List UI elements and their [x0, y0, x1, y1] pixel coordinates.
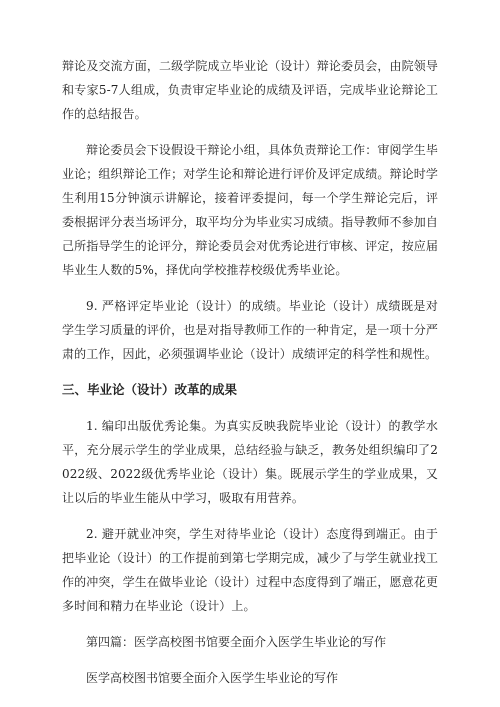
paragraph-excellent-collection: 1. 编印出版优秀论集。为真实反映我院毕业论（设计）的教学水平，充分展示学生的学业成果，总结经验与缺乏，教务处组织编印了2022级、2022级优秀毕业论（设计）集。既展示学生的学业成果，又让以后的毕业生能从中学习，吸取有用营养。 — [62, 419, 438, 505]
paragraph-grading: 9. 严格评定毕业论（设计）的成绩。毕业论（设计）成绩既是对学生学习质量的评价，也是对指导教师工作的一种肯定，是一项十分严肃的工作，因此，必须强调毕业论（设计）成绩评定的科学性和规性。 — [62, 299, 438, 361]
chapter-title-line: 第四篇：医学高校图书馆要全面介入医学生毕业论的写作 — [86, 635, 387, 649]
section-heading-reform-results: 三、毕业论（设计）改革的成果 — [62, 382, 238, 397]
paragraph-defense-committee: 辩论及交流方面，二级学院成立毕业论（设计）辩论委员会，由院领导和专家5-7人组成，负责审定毕业论的成绩及评语，完成毕业论辩论工作的总结报告。 — [62, 59, 438, 121]
paragraph-defense-groups: 辩论委员会下设假设干辩论小组，具体负责辩论工作：审阅学生毕业论；组织辩论工作；对学生论和辩论进行评价及评定成绩。辩论时学生利用15分钟演示讲解论，接着评委提问，每一个学生辩论完后，评委根据评分表当场评分，取平均分为毕业实习成绩。指导教师不参加自己所指导学生的论评分，辩论委员会对优秀论进行审核、评定，按应届毕业生人数的5%，择优向学校推荐校级优秀毕业论。 — [62, 143, 438, 277]
paragraph-employment-conflict: 2. 避开就业冲突，学生对待毕业论（设计）态度得到端正。由于把毕业论（设计）的工作提前到第七学期完成，减少了与学生就业找工作的冲突，学生在做毕业论（设计）过程中态度得到了端正，愿意花更多时间和精力在毕业论（设计）上。 — [62, 527, 438, 613]
article-title-line: 医学高校图书馆要全面介入医学生毕业论的写作 — [86, 671, 339, 685]
